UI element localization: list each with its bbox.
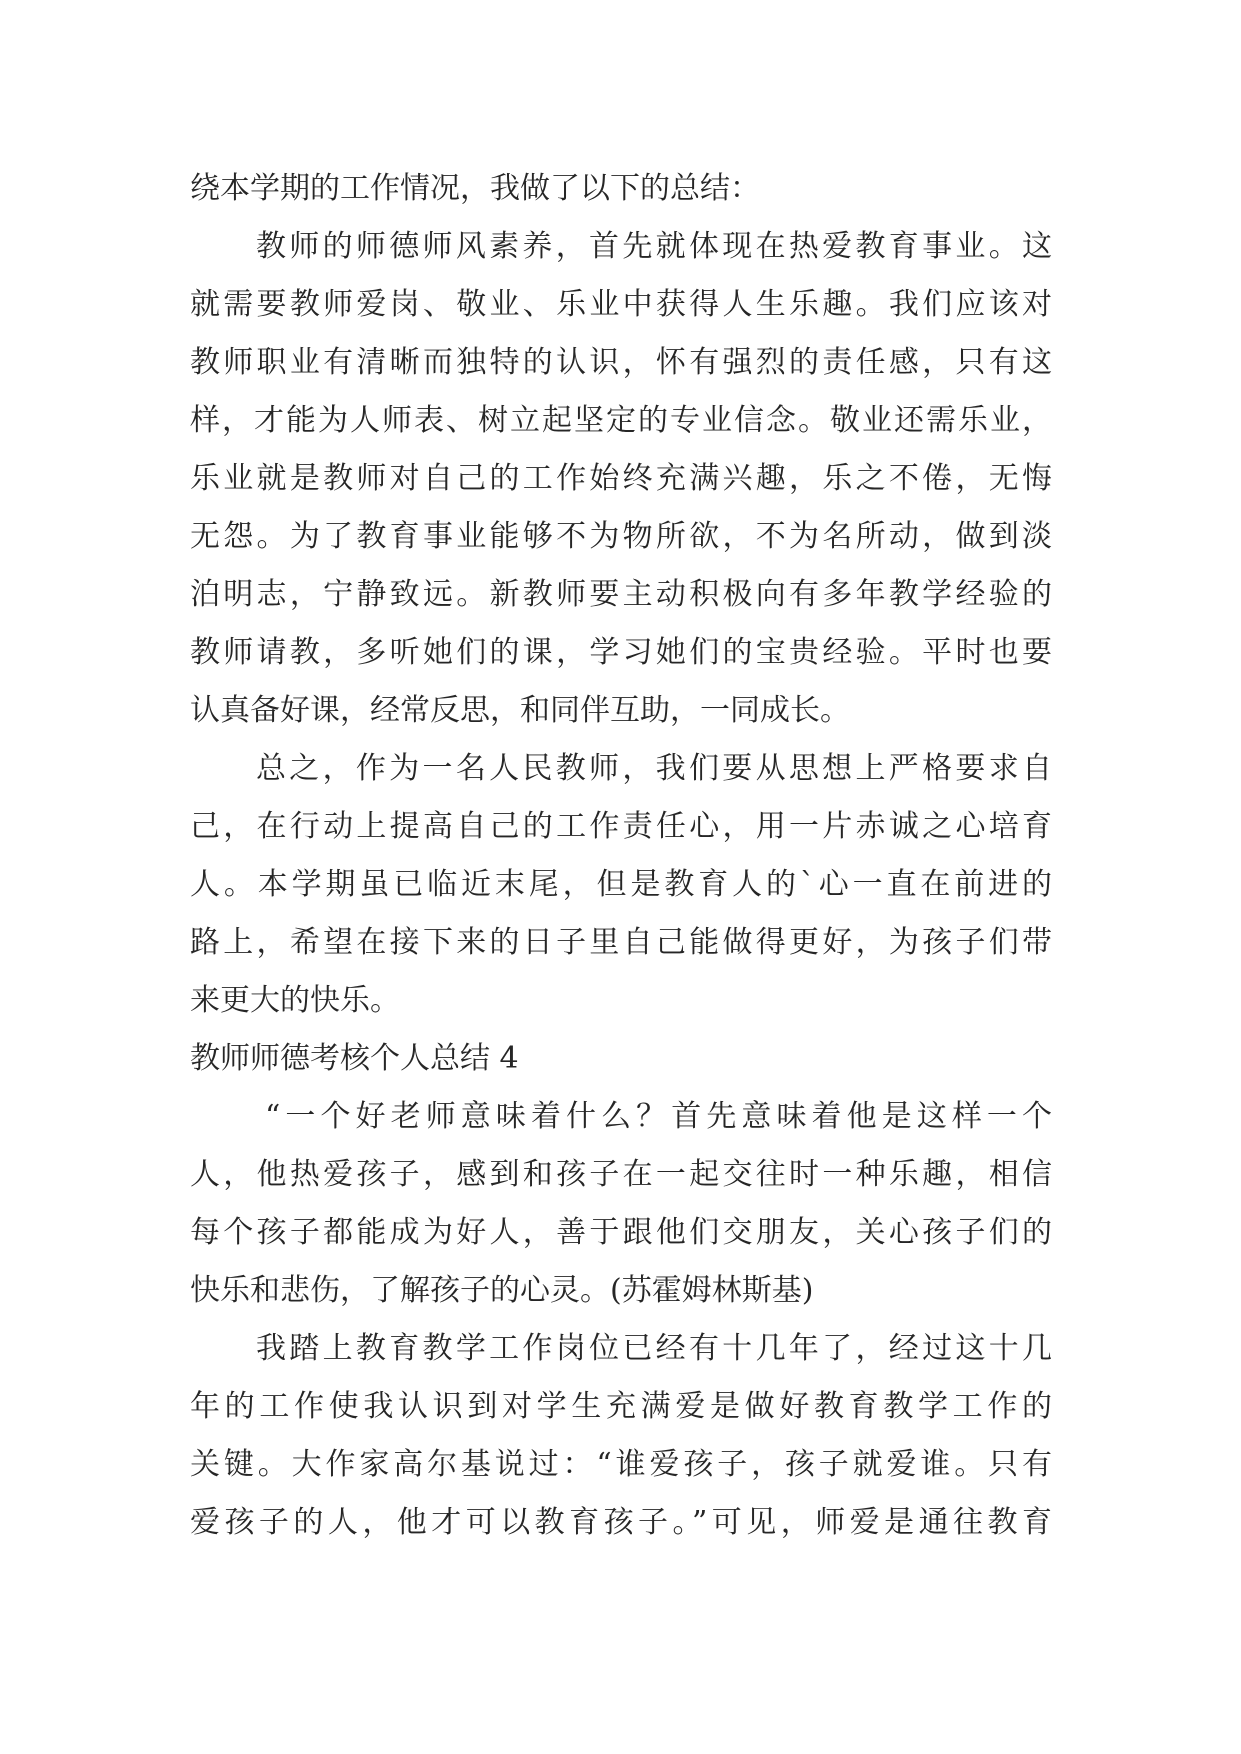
text-line: 己，在行动上提高自己的工作责任心，用一片赤诚之心培育 xyxy=(190,809,1052,844)
text-line: 年的工作使我认识到对学生充满爱是做好教育教学工作的 xyxy=(190,1389,1052,1424)
text-line: 乐业就是教师对自己的工作始终充满兴趣，乐之不倦，无悔 xyxy=(190,461,1052,496)
document-body xyxy=(190,160,1052,1552)
text-line: 人。本学期虽已临近末尾，但是教育人的`心一直在前进的 xyxy=(190,867,1052,902)
paragraph-first-line: 总之，作为一名人民教师，我们要从思想上严格要求自 xyxy=(256,751,1052,786)
text-line: 来更大的快乐。 xyxy=(190,983,400,1018)
text-line: 每个孩子都能成为好人，善于跟他们交朋友，关心孩子们的 xyxy=(190,1215,1052,1250)
text-line: 绕本学期的工作情况，我做了以下的总结： xyxy=(190,171,760,206)
text-line: 关键。大作家高尔基说过：“谁爱孩子，孩子就爱谁。只有 xyxy=(190,1447,1052,1482)
text-line: 样，才能为人师表、树立起坚定的专业信念。敬业还需乐业， xyxy=(190,403,1052,438)
paragraph-first-line: 我踏上教育教学工作岗位已经有十几年了，经过这十几 xyxy=(256,1331,1052,1366)
text-line: 泊明志，宁静致远。新教师要主动积极向有多年教学经验的 xyxy=(190,577,1052,612)
section-heading: 教师师德考核个人总结 4 xyxy=(190,1041,519,1076)
paragraph-first-line: 教师的师德师风素养，首先就体现在热爱教育事业。这 xyxy=(256,229,1052,264)
text-line: 人，他热爱孩子，感到和孩子在一起交往时一种乐趣，相信 xyxy=(190,1157,1052,1192)
text-line: 就需要教师爱岗、敬业、乐业中获得人生乐趣。我们应该对 xyxy=(190,287,1052,322)
text-line: 教师职业有清晰而独特的认识，怀有强烈的责任感，只有这 xyxy=(190,345,1052,380)
text-line: 路上，希望在接下来的日子里自己能做得更好，为孩子们带 xyxy=(190,925,1052,960)
text-line: 无怨。为了教育事业能够不为物所欲，不为名所动，做到淡 xyxy=(190,519,1052,554)
text-line: 认真备好课，经常反思，和同伴互助，一同成长。 xyxy=(190,693,850,728)
text-line: 快乐和悲伤，了解孩子的心灵。(苏霍姆林斯基) xyxy=(190,1273,814,1308)
text-line: 爱孩子的人，他才可以教育孩子。”可见，师爱是通往教育 xyxy=(190,1505,1052,1540)
paragraph-first-line: “一个好老师意味着什么？首先意味着他是这样一个 xyxy=(265,1099,1052,1134)
text-line: 教师请教，多听她们的课，学习她们的宝贵经验。平时也要 xyxy=(190,635,1052,670)
